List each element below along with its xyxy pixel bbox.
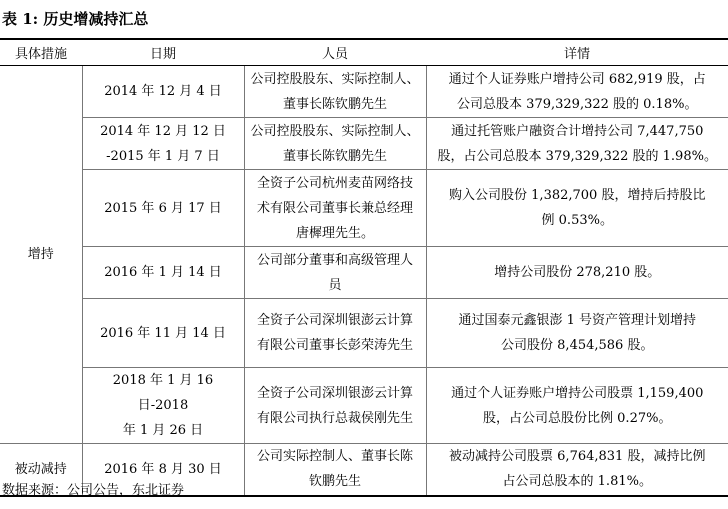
row-detail: 通过个人证券账户增持公司股票 1,159,400 股，占公司总股份比例 0.27%。 [426, 368, 728, 444]
row-person: 全资子公司深圳银澎云计算 有限公司董事长彭荣涛先生 [244, 299, 426, 368]
row-date: 2016 年 8 月 30 日 [82, 444, 244, 496]
table-row [0, 118, 728, 170]
row-detail: 购入公司股份 1,382,700 股，增持后持股比 例 0.53%。 [426, 170, 728, 247]
row-detail: 通过托管账户融资合计增持公司 7,447,750 股，占公司总股本 379,329,322 股的 1.98%。 [426, 118, 728, 170]
row-date: 2014 年 12 月 12 日 -2015 年 1 月 7 日 [82, 118, 244, 170]
row-detail: 通过国泰元鑫银澎 1 号资产管理计划增持 公司股份 8,454,586 股。 [426, 299, 728, 368]
row-person: 全资子公司深圳银澎云计算 有限公司执行总裁侯刚先生 [244, 368, 426, 444]
table-row [0, 368, 728, 444]
header-measure: 具体措施 [0, 39, 82, 66]
row-date: 2016 年 1 月 14 日 [82, 247, 244, 299]
table-title: 表 1: 历史增减持汇总 [2, 10, 149, 28]
table-row [0, 170, 728, 247]
category-increase: 增持 [0, 66, 82, 444]
table-row [0, 299, 728, 368]
table-row [0, 247, 728, 299]
holdings-change-table [0, 38, 728, 497]
row-detail: 增持公司股份 278,210 股。 [426, 247, 728, 299]
source-note: 数据来源：公司公告，东北证券 [2, 483, 185, 498]
header-date: 日期 [82, 39, 244, 66]
category-decrease: 被动减持 [0, 444, 82, 496]
row-date: 2015 年 6 月 17 日 [82, 170, 244, 247]
row-person: 公司实际控制人、董事长陈 钦鹏先生 [244, 444, 426, 496]
row-detail: 通过个人证券账户增持公司 682,919 股，占 公司总股本 379,329,322 股的 0.18%。 [426, 66, 728, 118]
header-detail: 详情 [426, 39, 728, 66]
row-person: 公司控股股东、实际控制人、 董事长陈钦鹏先生 [244, 66, 426, 118]
row-detail: 被动减持公司股票 6,764,831 股，减持比例 占公司总股本的 1.81%。 [426, 444, 728, 496]
row-person: 公司部分董事和高级管理人 员 [244, 247, 426, 299]
row-date: 2014 年 12 月 4 日 [82, 66, 244, 118]
header-person: 人员 [244, 39, 426, 66]
table-header-row [0, 39, 728, 66]
row-person: 全资子公司杭州麦苗网络技 术有限公司董事长兼总经理 唐樨理先生。 [244, 170, 426, 247]
table-row [0, 66, 728, 118]
row-date: 2018 年 1 月 16 日-2018 年 1 月 26 日 [82, 368, 244, 444]
row-date: 2016 年 11 月 14 日 [82, 299, 244, 368]
row-person: 公司控股股东、实际控制人、 董事长陈钦鹏先生 [244, 118, 426, 170]
